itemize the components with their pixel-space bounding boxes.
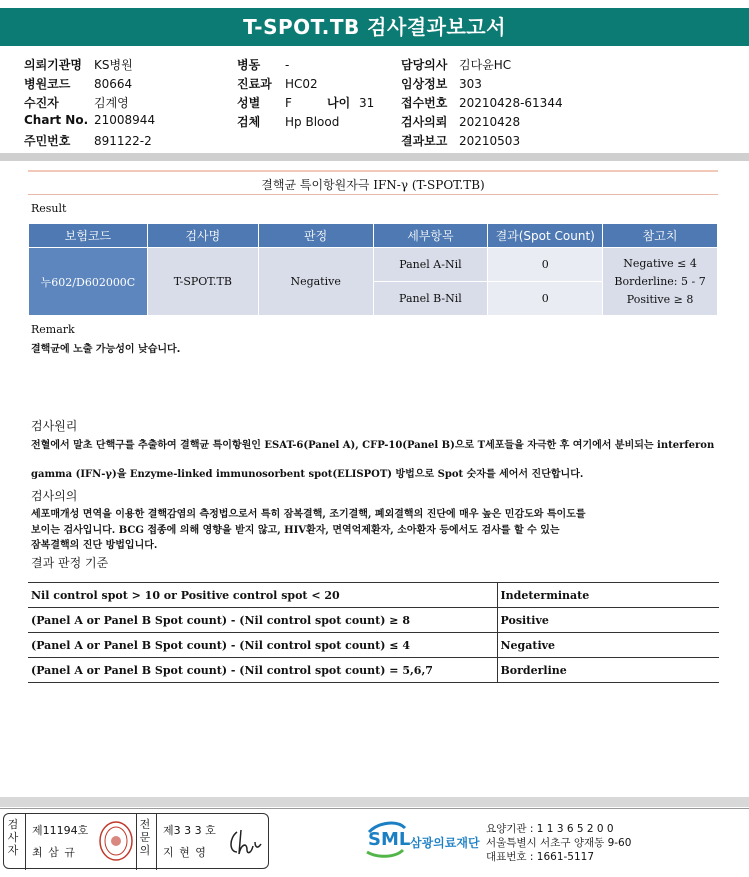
panel-b-result-cell: 0 [488,282,603,316]
label-report-date: 결과보고 [401,134,448,148]
label-request-date: 검사의뢰 [401,115,448,129]
label-chart-no: Chart No. [24,113,89,127]
label-hospital-code: 병원코드 [24,77,71,91]
logo-text: SML [368,829,411,850]
header-col2 [237,56,374,132]
header-judgment: 판정 [258,224,373,248]
org-address: 서울특별시 서초구 양재동 9-60 [486,837,632,849]
doctor-number: 제3 3 3 호 [163,824,216,837]
remark-text: 결핵균에 노출 가능성이 낮습니다. [31,344,181,355]
value-request-date: 20210428 [459,115,521,129]
table-row [29,248,718,282]
panel-a-result-cell: 0 [488,248,603,282]
tester-name: 최 삼 규 [32,846,76,859]
value-sex: F [285,96,292,110]
table-row [28,633,719,658]
header-col1 [24,56,155,151]
header-reference: 참고치 [603,224,718,248]
label-doctor: 담당의사 [401,58,448,72]
label-receipt-no: 접수번호 [401,96,448,110]
box-divider [156,814,157,870]
value-resident-no: 891122-2 [94,134,152,148]
value-age: 31 [359,96,375,110]
value-report-date: 20210503 [459,134,521,148]
panel-b-name-cell: Panel B-Nil [373,282,488,316]
doctor-name: 지 현 영 [163,846,207,859]
meaning-text-3: 잠복결핵의 진단 방법입니다. [31,540,158,551]
label-ward: 병동 [237,58,261,72]
header-result: 결과(Spot Count) [488,224,603,248]
section-line-bottom [28,194,718,195]
criteria-result: Negative [497,633,719,658]
org-info [486,822,631,864]
criteria-condition: Nil control spot > 10 or Positive control spot < 20 [28,583,497,608]
header-test-name: 검사명 [147,224,258,248]
signature-box [3,813,269,869]
reference-cell [603,248,718,316]
label-age: 나이 [327,96,351,110]
table-row [28,658,719,683]
value-doctor: 김다윤HC [459,58,512,72]
principle-label: 검사원리 [31,419,78,433]
result-label: Result [31,202,67,215]
footer-divider [0,797,749,807]
table-row [28,608,719,633]
remark-label: Remark [31,323,75,336]
box-divider [136,814,137,870]
criteria-result: Indeterminate [497,583,719,608]
reference-borderline: Borderline: 5 - 7 [614,274,706,288]
tester-number: 제11194호 [32,824,89,837]
test-name-cell: T-SPOT.TB [147,248,258,316]
value-hospital-code: 80664 [94,77,133,91]
header-divider [0,153,749,161]
principle-text-2: gamma (IFN-γ)을 Enzyme-linked immunosorbent spot(ELISPOT) 방법으로 Spot 숫자를 세어서 진단합니다. [31,469,584,480]
judgment-cell: Negative [258,248,373,316]
label-resident-no: 주민번호 [24,134,71,148]
org-code: 요양기관 : 1 1 3 6 5 2 0 0 [486,823,614,835]
doctor-label: 전문의 [139,818,151,857]
label-patient: 수진자 [24,96,59,110]
header-insurance-code: 보험코드 [29,224,148,248]
value-specimen: Hp Blood [285,115,340,129]
label-specimen: 검체 [237,115,261,129]
value-chart-no: 21008944 [94,113,156,127]
report-title: T-SPOT.TB 검사결과보고서 [0,8,749,46]
reference-positive: Positive ≥ 8 [626,292,694,306]
section-line-top [28,170,718,172]
result-header-row [29,224,718,248]
box-divider [25,814,26,870]
header-detail-item: 세부항목 [373,224,488,248]
org-phone: 대표번호 : 1661-5117 [486,851,595,863]
criteria-condition: (Panel A or Panel B Spot count) - (Nil control spot count) ≤ 4 [28,633,497,658]
criteria-condition: (Panel A or Panel B Spot count) - (Nil control spot count) ≥ 8 [28,608,497,633]
label-sex: 성별 [237,96,261,110]
criteria-label: 결과 판정 기준 [31,556,109,570]
meaning-text-2: 보이는 검사입니다. BCG 접종에 의해 영향을 받지 않고, HIV환자, 면역억제환자, 소아환자 등에서도 검사를 할 수 있는 [31,525,560,536]
reference-negative: Negative ≤ 4 [623,256,697,270]
criteria-result: Borderline [497,658,719,683]
value-receipt-no: 20210428-61344 [459,96,563,110]
header-col3 [401,56,563,151]
org-name: 삼광의료재단 [410,836,480,850]
table-row [28,583,719,608]
value-department: HC02 [285,77,318,91]
result-table [28,223,718,316]
label-org: 의뢰기관명 [24,58,82,72]
section-title: 결핵균 특이항원자극 IFN-γ (T-SPOT.TB) [261,178,485,192]
criteria-table [28,582,719,683]
tester-label: 검사자 [7,818,19,857]
principle-text-1: 전혈에서 말초 단핵구를 추출하여 결핵균 특이항원인 ESAT-6(Panel A), CFP-10(Panel B)으로 T세포들을 자극한 후 여기에서 분비되는 interferon [31,440,715,451]
tester-seal-icon [98,820,134,862]
value-org: KS병원 [94,58,133,72]
label-clinical-info: 임상정보 [401,77,448,91]
value-ward: - [285,58,290,72]
insurance-code-cell: 누602/D602000C [29,248,148,316]
criteria-condition: (Panel A or Panel B Spot count) - (Nil control spot count) = 5,6,7 [28,658,497,683]
value-clinical-info: 303 [459,77,482,91]
criteria-result: Positive [497,608,719,633]
meaning-label: 검사의의 [31,489,78,503]
label-department: 진료과 [237,77,272,91]
value-patient: 김계영 [94,96,129,110]
meaning-text-1: 세포매개성 면역을 이용한 결핵감염의 측정법으로서 특히 잠복결핵, 조기결핵, 폐외결핵의 진단에 매우 높은 민감도와 특이도를 [31,509,586,520]
panel-a-name-cell: Panel A-Nil [373,248,488,282]
doctor-signature-icon [225,824,265,860]
